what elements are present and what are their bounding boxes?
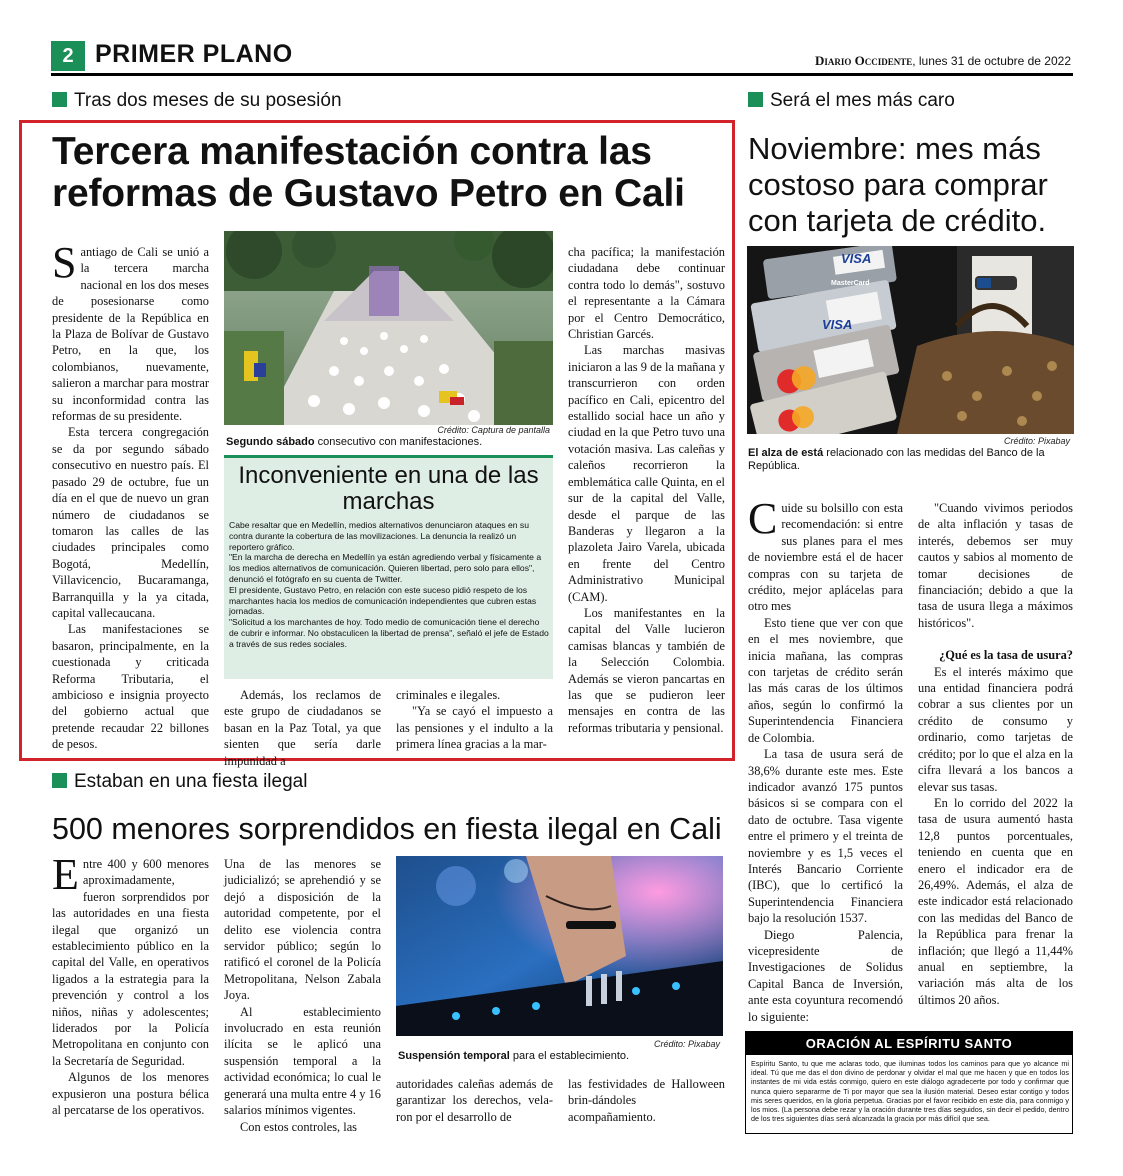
kicker-credit [748, 90, 955, 112]
kicker-square [52, 773, 67, 788]
petro-paragraph: Las marchas masivas iniciaron a las 9 de la mañana y transcurrieron con orden pacífico en Cali, epicentro del estallido social hace un año y ciudad en la que Petro tuvo una votación masiva. Las caleñas y caleños recorrieron la emblemática calle Quinta, en el sur de la capital del Valle, desde el parque de las Banderas y llegaron a la plazoleta Jairo Varela, ubicada en frente del Centro Administrativo Municipal (CAM). [568, 343, 725, 604]
sidebar-box [224, 455, 553, 679]
credit-paragraph: Es el interés máximo que una entidad financiera podrá cobrar a sus clientes por un crédito de consumo y ordinario, como tarjetas de crédito; por lo que el alza en la cifra llevará a los bancos a elevar sus tasas. [918, 664, 1073, 794]
credit-paragraph: La tasa de usura será de 38,6% durante este mes. Este indicador avanzó 175 puntos básicos si se compara con el dato de octubre. Tasa vigente entre el primero y el treinta de noviembre y es 1,5 veces el Interés Bancario Corriente (IBC), que lo certificó la Superintendencia Financiera bajo la resolución 1537. [748, 747, 903, 926]
credit-paragraph: Esto tiene que ver con que en el mes noviembre, que inicia mañana, las compras con tarjetas de crédito serán las más caras de los últimos años, según lo confirmó la Superintendencia Financiera de Colombia. [748, 615, 903, 745]
party-paragraph: ntre 400 y 600 menores aproximadamente, fueron sorprendidos por las autoridades en una fiesta ilegal que organizó un establecimiento público en la capital del Valle, en operativos ligados a la estrategia para la prevención y control a los niños, niñas y adolescentes; liderados por la Policía Metropolitana en conjunto con la Secretaría de Seguridad. [52, 857, 209, 1068]
party-column-2 [224, 856, 381, 1135]
caption-text: consecutivo con manifestaciones. [314, 436, 483, 448]
petro-paragraph: Las manifestaciones se basaron, principalmente, en la cuestionada y criticada Reforma Tributaria, el ambicioso e insignia proyecto del gobierno actual que pretende recaudar 22 billones de pesos. [52, 622, 209, 752]
caption-bold: Suspensión temporal [398, 1050, 510, 1062]
credit-paragraph: En lo corrido del 2022 la tasa de usura aumentó hasta 12,8 puntos porcentuales, teniendo en cuenta que en enero el indicador era de 26,49%. Además, el alza de este indicador está relacionado con las medidas del Banco de la República para frenar la inflación; que llegó a 11,44% anual en septiembre, la variación más alta de los últimos 20 años. [918, 795, 1073, 1007]
page-number: 2 [51, 41, 85, 71]
petro-paragraph: Además, los reclamos de este grupo de ciudadanos se basan en la Paz Total, ya que sienten que sería darle impunidad a [224, 688, 381, 768]
dj-photo [396, 856, 723, 1036]
drop-cap: E [52, 850, 79, 899]
party-paragraph: autoridades caleñas además de garantizar los derechos, vela-ron por el desarrollo de [396, 1077, 553, 1124]
caption-bold: El alza de está [748, 447, 824, 459]
caption-petro [226, 436, 553, 449]
caption-text: para el establecimiento. [509, 1050, 630, 1062]
box-paragraph: "Solicitud a los marchantes de hoy. Todo medio de comunicación tiene el derecho de cubrir e informar. No obstaculicen la libertad de prensa", señaló el jefe de Estado a través de sus redes sociales. [229, 617, 549, 649]
headline-petro: Tercera manifestación contra las reformas de Gustavo Petro en Cali [52, 130, 685, 215]
kicker-square [748, 92, 763, 107]
section-title: PRIMER PLANO [95, 40, 293, 68]
kicker-square [52, 92, 67, 107]
kicker-petro [52, 90, 342, 112]
petro-paragraph: Los manifestantes en la capital del Valle lucieron camisas blancas y también de la Selección Colombia. Además se vieron pancartas en las que se pudieron leer mensajes en contra de las reformas tributaria y pensional. [568, 605, 725, 735]
petro-column-4 [568, 244, 725, 736]
march-photo [224, 231, 553, 425]
party-paragraph: Algunos de los menores expusieron una postura bélica al percatarse de los operativos. [52, 1070, 209, 1118]
party-paragraph: Con estos controles, las [240, 1119, 358, 1134]
credit-paragraph: "Cuando vivimos periodos de alta inflación y tasas de interés, debemos ser muy cautos y sabios al momento de tomar decisiones de financiación; debido a que la tasa de usura llega a máximos históricos". [918, 501, 1073, 630]
kicker-text: Estaban en una fiesta ilegal [74, 771, 308, 792]
petro-paragraph: "Ya se cayó el impuesto a las pensiones y el indulto a la primera línea gracias a la mar- [396, 704, 553, 752]
party-column-1 [52, 850, 209, 1119]
dj-photo-image [396, 856, 723, 1036]
sidebar-box-title: Inconveniente en una de las marchas [238, 462, 539, 515]
drop-cap: S [52, 238, 77, 287]
credit-card-photo-image [747, 246, 1074, 434]
box-paragraph: El presidente, Gustavo Petro, en relación con este suceso pidió respeto de los marchantes hacia los medios de comunicación independientes que cubren estas jornadas. [229, 584, 537, 617]
prayer-text: Espíritu Santo, tu que me aclaras todo, que iluminas todos los caminos para que yo alcance mi ideal. Tú que me das el don divino de perdonar y olvidar el mal que me hacen y que en todos los instantes de mi vida estás conmigo, quiero en este diálogo agradecerte por todo y confirmar que nunca quiero separarme de Ti por mayor que sea la ilusión material. Deseo estar contigo y todos mis seres queridos, en la gloria perpetua. Gracias por el favor recibido en este día, para conmigo y los mios. (La persona debe rezar y la oración durante tres días seguidos, sin decir el pedido, dentro de los tres siguientes días será alcanzada la gracia por más difícil que sea. [751, 1059, 1069, 1124]
masthead [815, 53, 1071, 69]
caption-text: relacionado con las medidas del Banco de la República. [748, 447, 1045, 472]
kicker-text: Será el mes más caro [770, 90, 955, 111]
petro-paragraph: criminales e ilegales. [396, 688, 501, 702]
march-photo-image [224, 231, 553, 425]
credit-column-2 [918, 500, 1073, 1008]
headline-party: 500 menores sorprendidos en fiesta ilegal en Cali [52, 812, 722, 846]
party-column-4 [568, 1076, 725, 1125]
prayer-title: ORACIÓN AL ESPÍRITU SANTO [746, 1032, 1072, 1055]
card-visa-label: VISA [841, 251, 872, 266]
box-paragraph: "En la marcha de derecha en Medellín ya están agrediendo verbal y físicamente a los medios alternativos de comunicación. Quieren libertad, pero solo para ellos", denunció el fotógrafo en su cuenta de Twitter. [229, 552, 542, 584]
headline-credit: Noviembre: mes más costoso para comprar con tarjeta de crédito. [748, 131, 1048, 238]
kicker-party [52, 771, 307, 793]
petro-column-3 [396, 687, 553, 753]
card-visa-label-2: VISA [822, 317, 853, 332]
caption-credit [748, 447, 1073, 473]
photo-credit-cards: Crédito: Pixabay [1003, 436, 1070, 446]
prayer-box [745, 1031, 1073, 1134]
card-mastercard-label: MasterCard [831, 280, 870, 287]
box-paragraph: Cabe resaltar que en Medellín, medios alternativos denunciaron ataques en su contra durante la cobertura de las movilizaciones. La denuncia la realizó un reportero gráfico. [229, 520, 530, 552]
party-paragraph: las festividades de Halloween brin-dándoles acompañamiento. [568, 1077, 725, 1124]
petro-paragraph: antiago de Cali se unió a la tercera marcha nacional en los dos meses de posesionarse como presidente de la República en la Plaza de Bolívar de Gustavo Petro, en la que, los colombianos, nuevamente, salieron a marchar para mostrar su inconformidad contra las reformas de su presidente. [52, 245, 209, 424]
party-paragraph: Una de las menores se judicializó; se aprehendió y se dejó a disposición de la autoridad competente, por el delito ese violencia contra servidor público; según lo ratificó el coronel de la Policía Metropolitana, Nelson Zabala Joya. [224, 857, 381, 1003]
header-rule [51, 73, 1073, 76]
petro-column-2 [224, 687, 381, 769]
petro-column-1 [52, 238, 209, 753]
photo-credit-party: Crédito: Pixabay [653, 1039, 720, 1049]
sidebar-box-body [229, 520, 549, 650]
credit-card-photo [747, 246, 1074, 434]
drop-cap: C [748, 494, 778, 543]
caption-bold: Segundo sábado [226, 436, 315, 448]
credit-paragraph: Diego Palencia, vicepresidente de Investigaciones de Solidus Capital Banca de Inversión, ante esta coyuntura recomendó lo siguiente: [748, 927, 903, 1024]
party-column-3 [396, 1076, 553, 1125]
caption-party [398, 1050, 723, 1063]
newspaper-name: Diario Occidente [814, 53, 913, 68]
kicker-text: Tras dos meses de su posesión [74, 90, 342, 111]
petro-paragraph: Esta tercera congregación se da por segundo sábado consecutivo en nuestro país. El pasado 29 de octubre, fue un día en el que de nuevo un gran número de ciudadanos se tomaron las calles de las ciudades principales como Bogotá, Medellín, Villavicencio, Bucaramanga, Barranquilla y la ya citada, capital vallecaucana. [52, 425, 209, 620]
party-paragraph: Al establecimiento involucrado en esta reunión ilícita se le aplicó una suspensión temporal a la actividad económica; lo cual le generará una multa entre 4 y 16 salarios mínimos vigentes. [224, 1004, 381, 1118]
credit-column-1 [748, 494, 903, 1025]
credit-subhead: ¿Qué es la tasa de usura? [939, 648, 1073, 663]
photo-credit-petro: Crédito: Captura de pantalla [437, 425, 550, 435]
petro-paragraph: cha pacífica; la manifestación ciudadana debe continuar contra todo lo demás", sostuvo el representante a la Cámara por el Centro Democrático, Christian Garcés. [568, 245, 725, 342]
issue-date: , lunes 31 de octubre de 2022 [912, 54, 1071, 68]
credit-paragraph: uide su bolsillo con esta recomendación: si entre sus planes para el mes de noviembre está el de hacer compras con su tarjeta de crédito, mejor aplácelas para otro mes [748, 501, 903, 614]
